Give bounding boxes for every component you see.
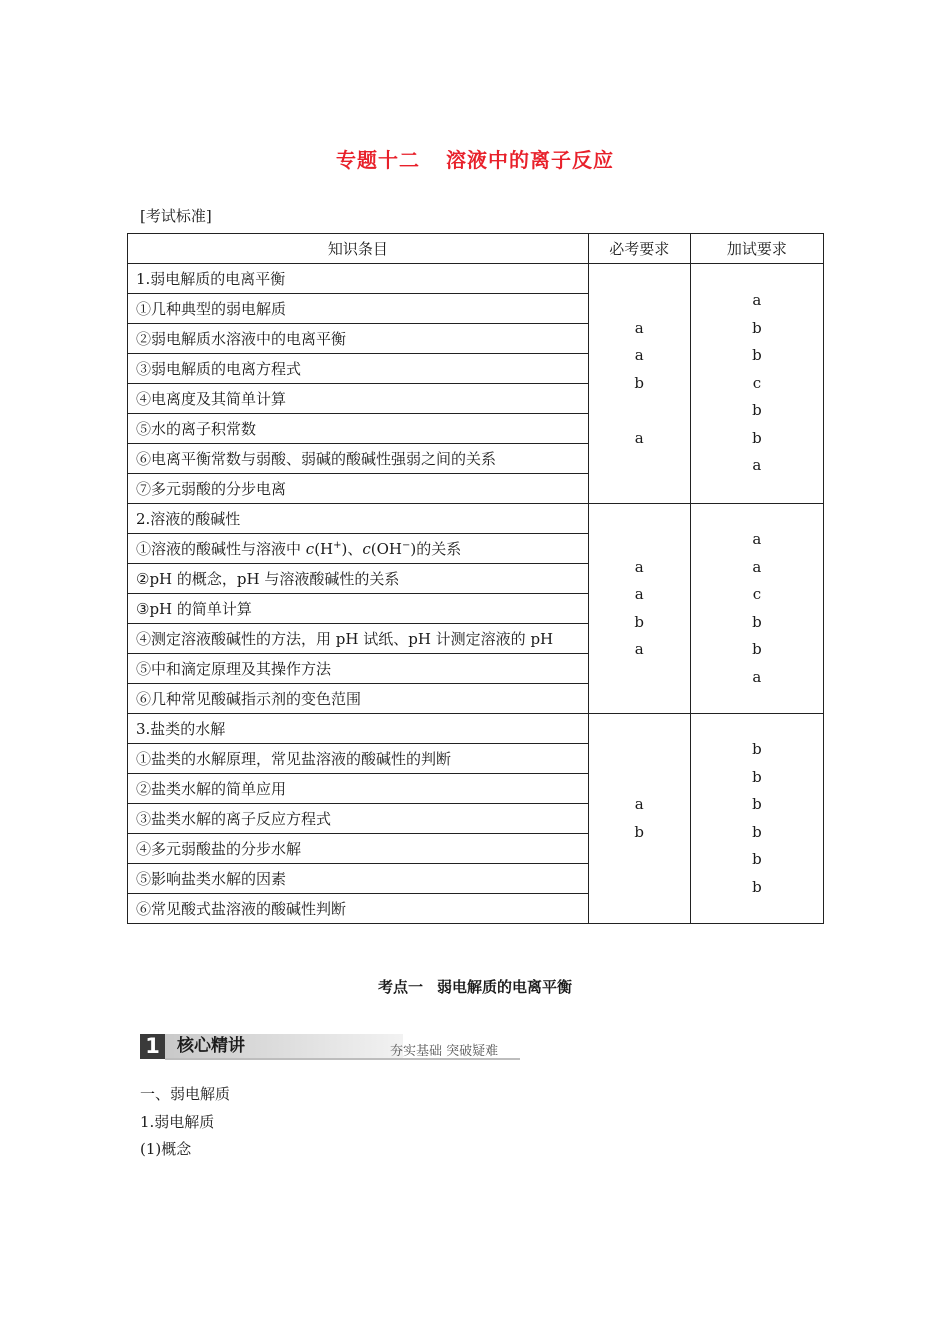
table-row (128, 504, 824, 534)
header-required: 必考要求 (588, 234, 690, 264)
section-heading: 2.溶液的酸碱性 (128, 504, 589, 534)
body-heading: 一、弱电解质 (140, 1085, 231, 1103)
level-value: b (634, 373, 645, 392)
knowledge-item: ①溶液的酸碱性与溶液中 c(H+)、c(OH−)的关系 (128, 534, 589, 564)
level-value: c (752, 373, 762, 392)
table-header-row (128, 234, 824, 264)
header-advanced: 加试要求 (690, 234, 823, 264)
level-value: a (634, 640, 644, 658)
header-knowledge: 知识条目 (128, 234, 589, 264)
knowledge-item: ④电离度及其简单计算 (128, 384, 589, 414)
level-value: a (752, 557, 762, 576)
level-value: b (634, 822, 645, 841)
level-value: a (634, 346, 644, 365)
standard-label: [考试标准] (140, 207, 212, 225)
page-title: 专题十二 溶液中的离子反应 (336, 148, 614, 172)
level-value: b (752, 401, 762, 420)
level-value: a (634, 557, 644, 576)
knowledge-item: ④多元弱酸盐的分步水解 (128, 834, 589, 864)
level-value: b (752, 767, 762, 786)
knowledge-item: ①几种典型的弱电解质 (128, 294, 589, 324)
knowledge-item: ⑤水的离子积常数 (128, 414, 589, 444)
level-value: a (752, 291, 762, 310)
knowledge-item: ③弱电解质的电离方程式 (128, 354, 589, 384)
level-value: b (752, 428, 762, 447)
level-value: a (752, 456, 762, 475)
knowledge-item: ②盐类水解的简单应用 (128, 774, 589, 804)
level-value: a (634, 795, 644, 813)
section-heading: 1.弱电解质的电离平衡 (128, 264, 589, 294)
knowledge-item: ③pH 的简单计算 (128, 594, 589, 624)
required-levels (588, 504, 690, 714)
level-value: b (752, 740, 762, 758)
level-value: b (752, 850, 762, 868)
level-value: c (752, 585, 762, 603)
knowledge-item: ⑤中和滴定原理及其操作方法 (128, 654, 589, 684)
core-banner (140, 1034, 520, 1060)
section-title: 考点一 弱电解质的电离平衡 (377, 978, 573, 996)
level-value: b (752, 318, 762, 337)
level-value: a (634, 318, 644, 337)
level-value: a (634, 428, 644, 447)
banner-number: 1 (140, 1034, 165, 1059)
knowledge-item: ④测定溶液酸碱性的方法，用 pH 试纸、pH 计测定溶液的 pH (128, 624, 589, 654)
table-row (128, 264, 824, 294)
level-value: b (752, 612, 762, 631)
level-value: b (634, 612, 645, 631)
level-value: a (752, 530, 762, 548)
required-levels (588, 714, 690, 924)
advanced-levels (690, 504, 823, 714)
exam-standard-table (127, 233, 824, 924)
table-row (128, 714, 824, 744)
knowledge-item: ②pH 的概念，pH 与溶液酸碱性的关系 (128, 564, 589, 594)
advanced-levels (690, 264, 823, 504)
level-value: a (634, 585, 644, 603)
knowledge-item: ⑥电离平衡常数与弱酸、弱碱的酸碱性强弱之间的关系 (128, 444, 589, 474)
knowledge-item: ⑥几种常见酸碱指示剂的变色范围 (128, 684, 589, 714)
body-subheading: 1.弱电解质 (140, 1113, 215, 1131)
level-value (589, 397, 690, 425)
level-value: b (752, 640, 762, 658)
knowledge-item: ⑤影响盐类水解的因素 (128, 864, 589, 894)
level-value: b (752, 822, 762, 841)
banner-subtitle: 夯实基础 突破疑难 (390, 1044, 499, 1059)
advanced-levels (690, 714, 823, 924)
knowledge-item: ②弱电解质水溶液中的电离平衡 (128, 324, 589, 354)
knowledge-item: ①盐类的水解原理，常见盐溶液的酸碱性的判断 (128, 744, 589, 774)
level-value: b (752, 346, 762, 365)
required-levels (588, 264, 690, 504)
knowledge-item: ⑥常见酸式盐溶液的酸碱性判断 (128, 894, 589, 924)
body-item: (1)概念 (140, 1140, 192, 1158)
section-heading: 3.盐类的水解 (128, 714, 589, 744)
level-value: a (752, 667, 762, 686)
knowledge-item: ⑦多元弱酸的分步电离 (128, 474, 589, 504)
level-value: b (752, 877, 762, 896)
level-value: b (752, 795, 762, 813)
banner-label: 核心精讲 (177, 1036, 245, 1056)
knowledge-item: ③盐类水解的离子反应方程式 (128, 804, 589, 834)
